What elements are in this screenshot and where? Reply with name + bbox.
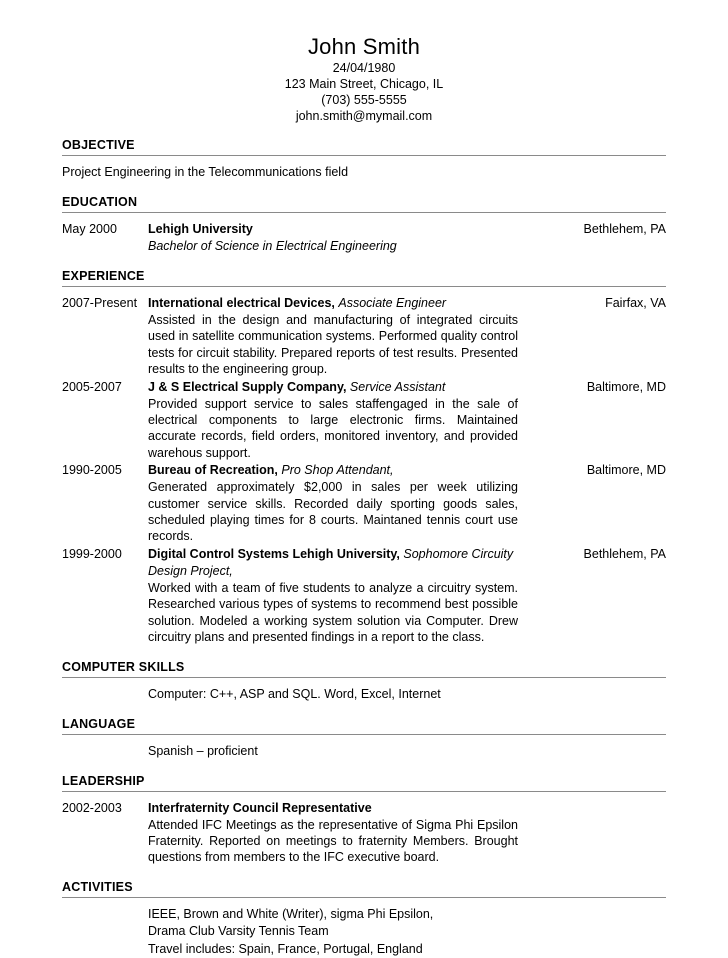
experience-title-block [148, 295, 546, 312]
candidate-address: 123 Main Street, Chicago, IL [284, 77, 444, 91]
education-school: Lehigh University [148, 222, 253, 236]
language-text: Spanish – proficient [148, 743, 258, 758]
section-title-objective: OBJECTIVE [62, 138, 135, 152]
experience-title-block [148, 546, 546, 580]
section-rule [62, 212, 666, 213]
section-title-experience: EXPERIENCE [62, 269, 145, 283]
experience-location: Fairfax, VA [605, 296, 666, 310]
activities-line: Drama Club Varsity Tennis Team [148, 924, 329, 939]
section-title-leadership: LEADERSHIP [62, 773, 145, 788]
experience-organization: Digital Control Systems Lehigh University, [148, 546, 400, 561]
education-entry [62, 221, 666, 255]
experience-entry [62, 462, 666, 545]
candidate-name: John Smith [307, 34, 421, 59]
activities-body [62, 906, 666, 958]
section-rule [62, 155, 666, 156]
leadership-entry-head [62, 800, 666, 817]
experience-role: Pro Shop Attendant, [281, 463, 394, 478]
experience-entry [62, 379, 666, 462]
section-leadership [62, 774, 666, 866]
experience-organization: Bureau of Recreation, [148, 463, 278, 478]
experience-date: 1999-2000 [62, 546, 122, 561]
experience-date: 1990-2005 [62, 463, 122, 478]
section-rule [62, 897, 666, 898]
language-body [62, 743, 666, 760]
leadership-organization: Interfraternity Council Representative [148, 800, 372, 815]
experience-entry [62, 546, 666, 646]
section-computer-skills [62, 660, 666, 703]
experience-organization: International electrical Devices, [148, 296, 335, 310]
candidate-date-of-birth: 24/04/1980 [332, 61, 396, 75]
candidate-phone: (703) 555-5555 [321, 93, 407, 107]
experience-organization: J & S Electrical Supply Company, [148, 379, 347, 394]
resume-sheet [62, 0, 666, 958]
section-title-education: EDUCATION [62, 195, 138, 209]
section-title-activities: ACTIVITIES [62, 879, 133, 894]
section-title-language: LANGUAGE [62, 716, 136, 731]
section-rule [62, 734, 666, 735]
experience-description: Worked with a team of five students to analyze a circuitry system. Researched various types of systems to recommend best possible solution. Modeled a working system solution via Computer. Drew circuitry plans and presented findings in a report to the class. [148, 580, 518, 645]
experience-description: Provided support service to sales staffengaged in the sale of electrical components to large electronic firms. Maintained accurate records, field orders, monitored inventory, and provided warehous support. [148, 396, 518, 460]
computer-skills-body [62, 686, 666, 703]
experience-description: Generated approximately $2,000 in sales per week utilizing customer service skills. Recorded daily sporting goods sales, scheduled playing times for 8 courts. Maintaned tennis court use records. [148, 480, 518, 544]
section-rule [62, 286, 666, 287]
experience-entry-head [62, 379, 666, 396]
experience-date: 2005-2007 [62, 379, 122, 394]
leadership-body [62, 800, 666, 866]
activities-line: IEEE, Brown and White (Writer), sigma Phi Epsilon, [148, 906, 434, 921]
education-body [62, 221, 666, 255]
candidate-email: john.smith@mymail.com [295, 109, 433, 123]
experience-location: Bethlehem, PA [583, 546, 666, 561]
experience-role: Service Assistant [349, 379, 446, 394]
experience-entry-head [62, 295, 666, 312]
experience-title-block [148, 379, 546, 396]
leadership-date: 2002-2003 [62, 800, 122, 815]
section-title-computer-skills: COMPUTER SKILLS [62, 659, 185, 674]
leadership-title-block [148, 800, 546, 817]
computer-skills-text: Computer: C++, ASP and SQL. Word, Excel, Internet [148, 686, 441, 701]
experience-entry-head [62, 546, 666, 580]
section-activities [62, 880, 666, 958]
section-education [62, 195, 666, 255]
objective-body [62, 164, 666, 181]
activities-line: Travel includes: Spain, France, Portugal, England [148, 941, 423, 956]
experience-role: Associate Engineer [338, 296, 447, 310]
experience-location: Baltimore, MD [586, 379, 666, 394]
experience-title-block [148, 462, 546, 479]
education-degree: Bachelor of Science in Electrical Engineering [148, 239, 397, 253]
experience-location: Baltimore, MD [586, 463, 666, 478]
section-language [62, 717, 666, 760]
objective-text: Project Engineering in the Telecommunications field [62, 165, 349, 179]
experience-description: Assisted in the design and manufacturing of integrated circuits used in satellite communication systems. Performed quality control tests for circuit stability. Prepared reports of test results. Presented results to the engineering group. [148, 313, 518, 377]
experience-date: 2007-Present [62, 296, 138, 310]
experience-entry-head [62, 462, 666, 479]
section-rule [62, 791, 666, 792]
experience-entry [62, 295, 666, 378]
leadership-entry [62, 800, 666, 866]
experience-body [62, 295, 666, 646]
education-location: Bethlehem, PA [583, 222, 666, 236]
section-rule [62, 677, 666, 678]
education-entry-head [62, 221, 666, 238]
leadership-description: Attended IFC Meetings as the representative of Sigma Phi Epsilon Fraternity. Reported on meetings to fraternity Members. Brought questions from members to the IFC executive board. [148, 817, 518, 865]
resume-header [62, 0, 666, 124]
experience-role: Sophomore Circuity Design Project, [148, 546, 514, 578]
section-objective [62, 138, 666, 181]
section-experience [62, 269, 666, 646]
education-date: May 2000 [62, 222, 117, 236]
education-title-block [148, 221, 546, 238]
